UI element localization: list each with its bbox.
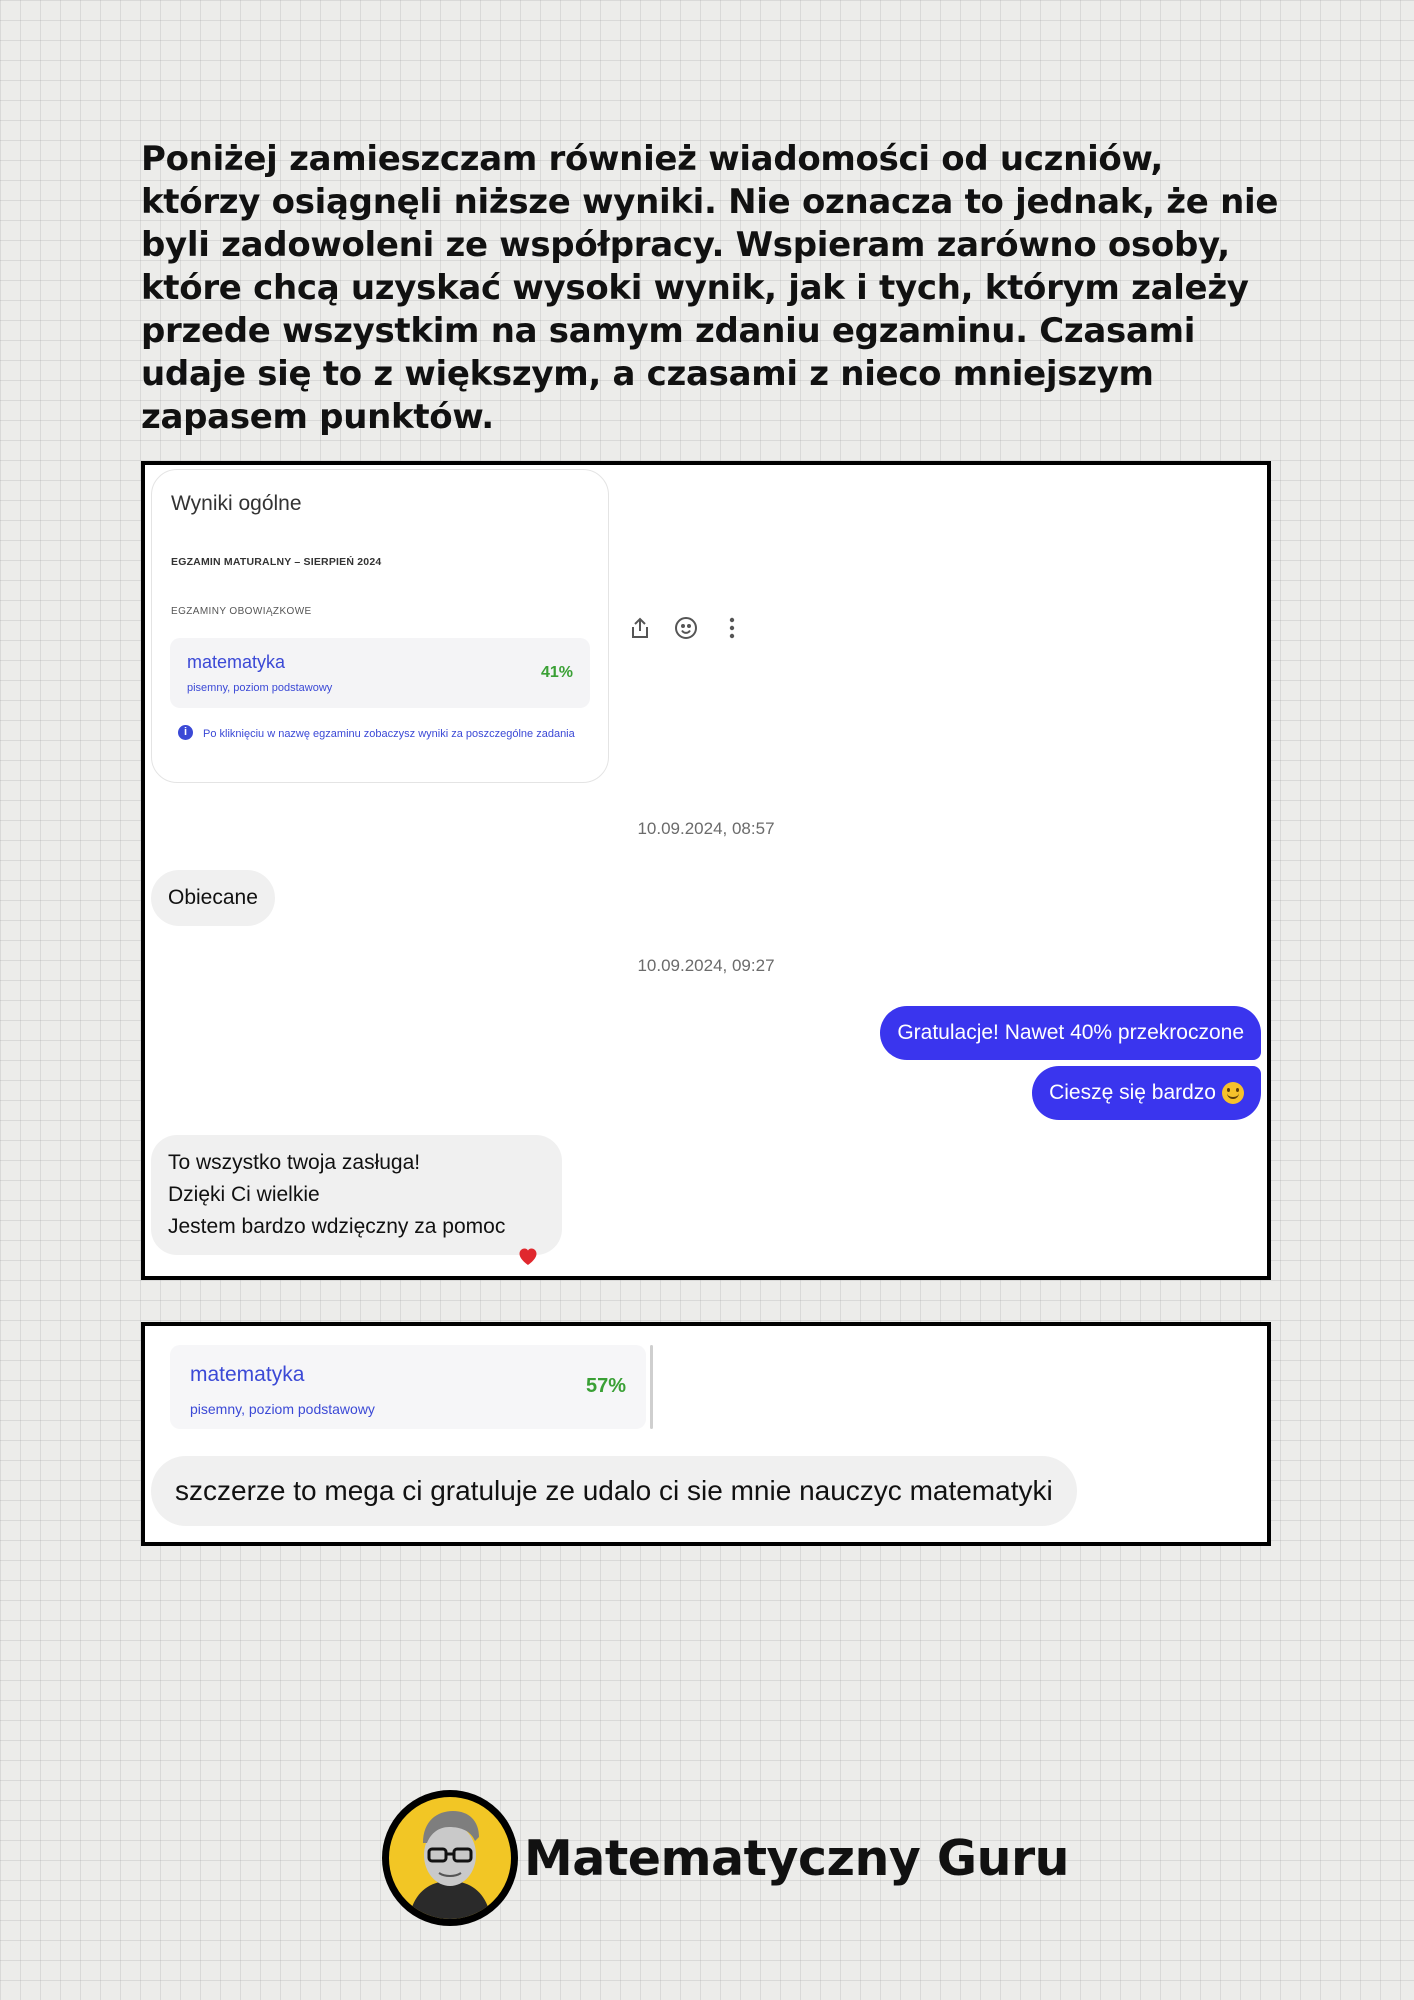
results-card[interactable] bbox=[151, 469, 609, 783]
subject-percent: 57% bbox=[585, 1375, 626, 1397]
smiley-emoji-icon bbox=[1222, 1082, 1244, 1104]
subject-result[interactable] bbox=[170, 638, 590, 708]
subject-desc: pisemny, poziom podstawowy bbox=[190, 1401, 375, 1417]
message-actions bbox=[627, 613, 745, 643]
timestamp: 10.09.2024, 09:27 bbox=[637, 956, 775, 975]
incoming-message[interactable]: Obiecane bbox=[151, 870, 275, 926]
info-icon: i bbox=[178, 725, 193, 740]
outgoing-message[interactable] bbox=[1032, 1066, 1261, 1120]
subject-desc: pisemny, poziom podstawowy bbox=[187, 682, 333, 694]
exam-name: EGZAMIN MATURALNY – SIERPIEŃ 2024 bbox=[171, 556, 382, 568]
incoming-message[interactable] bbox=[151, 1135, 562, 1255]
chat-screenshot-2 bbox=[141, 1322, 1271, 1546]
subject-name[interactable]: matematyka bbox=[187, 652, 286, 672]
emoji-icon[interactable] bbox=[673, 615, 699, 641]
share-icon[interactable] bbox=[627, 615, 653, 641]
intro-paragraph: Poniżej zamieszczam również wiadomości od uczniów, którzy osiągnęli niższe wyniki. Nie oznacza to jednak, że nie byli zadowoleni ze współpracy. Wspieram zarówno osoby, które chcą uzyskać wysoki wynik, jak i tych, którym zależy przede wszystkim na samym zdaniu egzaminu. Czasami udaje się to z większym, a czasami z nieco mniejszym zapasem punktów. bbox=[141, 139, 1279, 437]
divider bbox=[650, 1345, 653, 1429]
heart-reaction-icon[interactable] bbox=[516, 1244, 540, 1268]
incoming-message[interactable]: szczerze to mega ci gratuluje ze udalo ci sie mnie nauczyc matematyki bbox=[151, 1456, 1077, 1526]
subject-result[interactable] bbox=[170, 1345, 646, 1429]
avatar bbox=[382, 1790, 518, 1926]
message-line: Jestem bardzo wdzięczny za pomoc bbox=[168, 1215, 506, 1238]
results-title: Wyniki ogólne bbox=[171, 492, 302, 515]
brand-footer bbox=[382, 1790, 1069, 1926]
brand-name: Matematyczny Guru bbox=[524, 1829, 1070, 1887]
subject-name[interactable]: matematyka bbox=[190, 1363, 305, 1386]
chat-screenshot-1 bbox=[141, 461, 1271, 1280]
info-text: Po kliknięciu w nazwę egzaminu zobaczysz wyniki za poszczególne zadania bbox=[203, 728, 575, 740]
more-icon[interactable] bbox=[719, 615, 745, 641]
message-text: Cieszę się bardzo bbox=[1049, 1081, 1216, 1104]
outgoing-message[interactable]: Gratulacje! Nawet 40% przekroczone bbox=[880, 1006, 1261, 1060]
message-line: Dzięki Ci wielkie bbox=[168, 1183, 320, 1206]
subject-percent: 41% bbox=[540, 664, 573, 681]
exam-section: EGZAMINY OBOWIĄZKOWE bbox=[171, 606, 312, 617]
timestamp: 10.09.2024, 08:57 bbox=[637, 819, 775, 838]
message-line: To wszystko twoja zasługa! bbox=[168, 1151, 421, 1174]
